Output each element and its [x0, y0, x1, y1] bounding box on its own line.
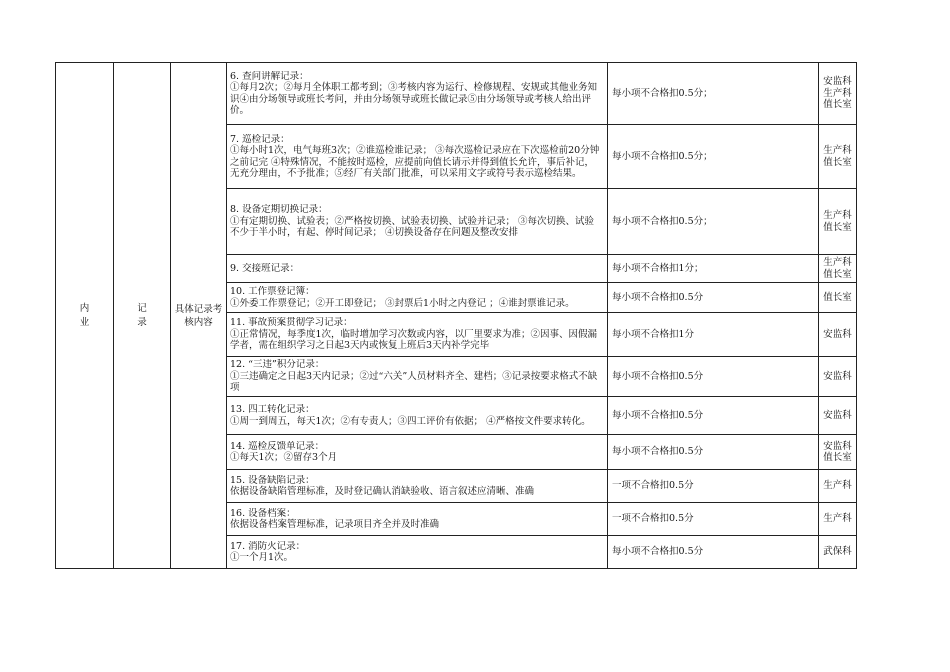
score-rule-cell: 每小项不合格扣0.5分 [608, 357, 819, 397]
department-label: 安监科 [823, 370, 852, 382]
item-description: ①每小时1次，电气每班3次；②谁巡检谁记录； ③每次巡检记录应在下次巡检前20分钟之前记完 ④特殊情况，不能按时巡检，应提前向值长请示并得到值长允许，事后补记，无充分理由，不予批准；⑤经厂有关部门批准，可以采用文字或符号表示巡检结果。 [230, 145, 600, 179]
department-cell [819, 255, 857, 283]
department-cell [819, 470, 857, 503]
item-text [230, 541, 603, 564]
item-title: 17. 消防火记录： [230, 540, 306, 552]
score-rule-cell: 每小项不合格扣1分 [608, 313, 819, 357]
department-label: 生产科 [823, 145, 852, 156]
item-cell [227, 283, 608, 313]
department-label: 生产科 [823, 480, 852, 492]
department-label: 值长室 [823, 99, 852, 111]
department-cell [819, 397, 857, 435]
department-cell [819, 536, 857, 569]
item-text [230, 359, 603, 394]
item-description: ①外委工作票登记；②开工即登记； ③封票后1小时之内登记 ；④谁封票谁记录。 [230, 297, 575, 309]
item-title: 13. 四工转化记录： [230, 404, 315, 415]
department-label: 值长室 [823, 452, 852, 463]
item-text [230, 441, 603, 464]
department-label: 安监科 [823, 76, 852, 88]
item-title: 16. 设备档案： [230, 507, 296, 519]
item-cell [227, 313, 608, 357]
item-cell [227, 435, 608, 470]
assessment-table-sheet [55, 62, 856, 592]
item-text [230, 508, 603, 531]
item-cell [227, 503, 608, 536]
score-rule-cell: 每小项不合格扣0.5分 [608, 283, 819, 313]
department-label: 安监科 [823, 409, 852, 421]
score-rule-cell: 每小项不合格扣0.5分； [608, 125, 819, 189]
item-description: ①一个月1次。 [230, 552, 294, 563]
department-label: 生产科 [823, 87, 852, 99]
item-cell [227, 255, 608, 283]
item-title: 7. 巡检记录： [230, 133, 290, 145]
item-description: 依据设备档案管理标准，记录项目齐全并及时准确 [230, 519, 440, 530]
item-cell [227, 63, 608, 125]
item-text [230, 204, 603, 239]
item-description: ①三违确定之日起3天内记录；②过“六关”人员材料齐全、建档；③记录按要求格式不缺项 [230, 370, 598, 394]
item-text [230, 286, 603, 309]
department-cell [819, 503, 857, 536]
content-cell: 具体记录考核内容 [171, 63, 227, 569]
department-label: 武保科 [823, 546, 852, 558]
score-rule-cell: 每小项不合格扣0.5分 [608, 536, 819, 569]
item-cell [227, 189, 608, 255]
item-text [230, 263, 603, 275]
item-text [230, 134, 603, 180]
department-label: 安监科 [823, 328, 852, 340]
item-text [230, 71, 603, 117]
item-description: ①每月2次；②每月全体职工都考到；③考核内容为运行、检修规程、安规或其他业务知识④由分场领导或班长考问，并由分场领导或班长做记录⑤由分场领导或考核人给出评价。 [230, 82, 598, 116]
item-cell [227, 536, 608, 569]
item-title: 10. 工作票登记簿： [230, 286, 315, 297]
item-cell [227, 470, 608, 503]
department-cell [819, 125, 857, 189]
department-cell [819, 189, 857, 255]
table-body [56, 63, 857, 569]
department-label: 值长室 [823, 156, 852, 168]
department-cell [819, 435, 857, 470]
department-label: 生产科 [823, 513, 852, 525]
score-rule-cell: 一项不合格扣0.5分 [608, 470, 819, 503]
department-cell [819, 63, 857, 125]
item-cell [227, 125, 608, 189]
item-description: ①每天1次；②留存3个月 [230, 452, 338, 463]
item-title: 15. 设备缺陷记录： [230, 474, 315, 486]
item-title: 6. 查问讲解记录： [230, 70, 309, 82]
score-rule-cell: 每小项不合格扣1分； [608, 255, 819, 283]
item-title: 12. “三违”积分记录： [230, 359, 325, 371]
department-label: 值长室 [823, 291, 852, 303]
item-description: ①周一到周五，每天1次；②有专责人；③四工评价有依据； ④严格按文件要求转化。 [230, 415, 591, 427]
item-description: 依据设备缺陷管理标准，及时登记确认消缺验收、语言叙述应清晰、准确 [230, 486, 535, 497]
item-text [230, 317, 603, 352]
category-label: 内业 [79, 302, 90, 328]
department-label: 生产科 [823, 257, 852, 268]
score-rule-cell: 每小项不合格扣0.5分 [608, 435, 819, 470]
table-row [56, 63, 857, 125]
assessment-table [55, 62, 857, 569]
score-rule-cell: 每小项不合格扣0.5分； [608, 63, 819, 125]
item-title: 9. 交接班记录： [230, 262, 300, 274]
subcategory-cell [114, 63, 171, 569]
score-rule-cell: 每小项不合格扣0.5分 [608, 397, 819, 435]
item-description: ①正常情况，每季度1次，临时增加学习次数或内容，以厂里要求为准；②因事、因假漏学者，需在组织学习之日起3天内或恢复上班后3天内补学完毕 [230, 328, 598, 352]
score-rule-cell: 一项不合格扣0.5分 [608, 503, 819, 536]
item-title: 14. 巡检反馈单记录： [230, 440, 325, 452]
item-text [230, 404, 603, 427]
item-title: 11. 事故预案贯彻学习记录： [230, 317, 353, 329]
item-cell [227, 397, 608, 435]
department-label: 安监科 [823, 440, 852, 452]
department-label: 生产科 [823, 210, 852, 221]
department-label: 值长室 [823, 221, 852, 233]
subcategory-label: 记录 [137, 302, 147, 328]
department-cell [819, 357, 857, 397]
item-title: 8. 设备定期切换记录： [230, 204, 328, 216]
category-cell [56, 63, 114, 569]
item-cell [227, 357, 608, 397]
department-cell [819, 283, 857, 313]
department-cell [819, 313, 857, 357]
item-description: ①有定期切换、试验表；②严格按切换、试验表切换、试验并记录； ③每次切换、试验不少于半小时，有起、停时间记录； ④切换设备存在问题及整改安排 [230, 215, 595, 239]
department-label: 值长室 [823, 268, 852, 280]
score-rule-cell: 每小项不合格扣0.5分； [608, 189, 819, 255]
item-text [230, 475, 603, 498]
